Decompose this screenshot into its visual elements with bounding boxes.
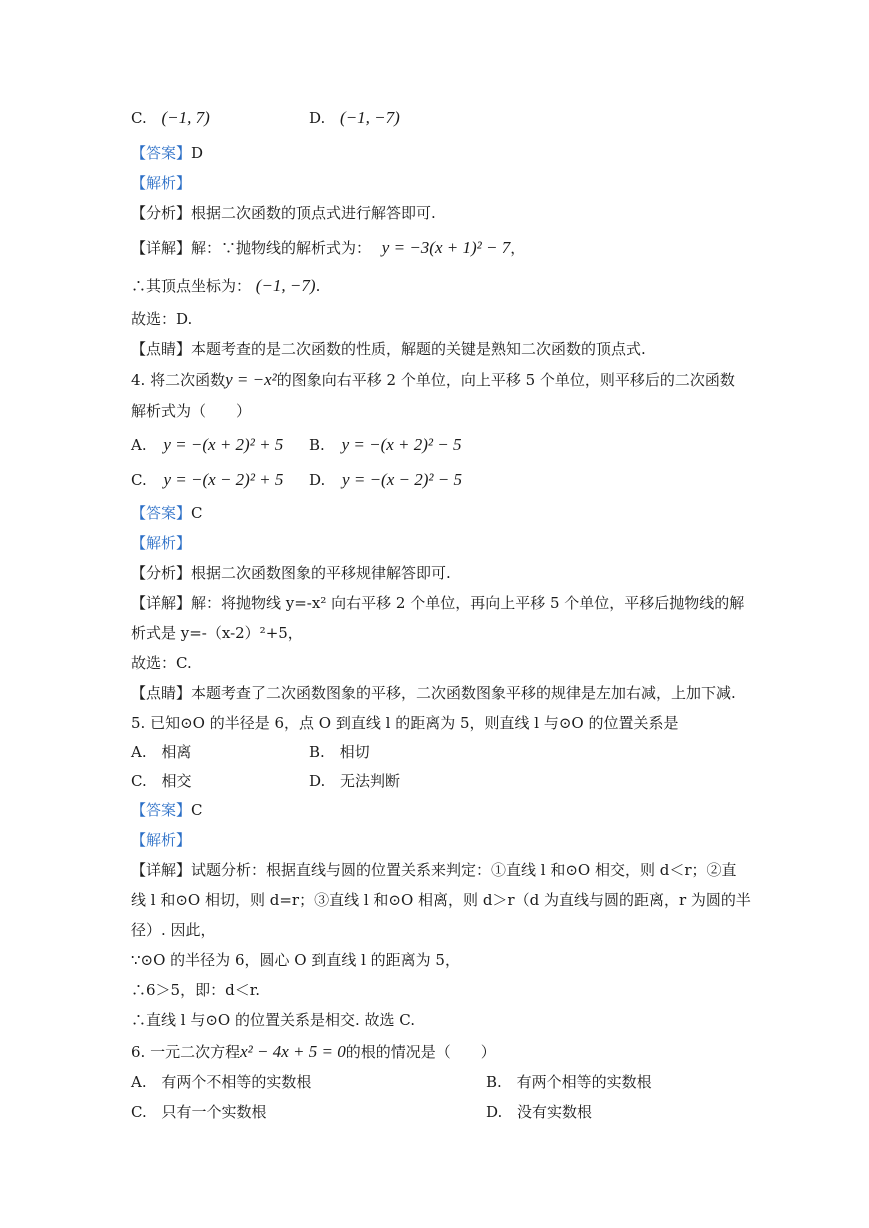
option-label: A. (131, 436, 147, 454)
q3-option-d (309, 108, 400, 128)
answer-tag: 【答案】 (131, 504, 192, 522)
q3-choose: 故选：D. (131, 310, 193, 328)
q4-option-a (131, 435, 283, 455)
option-label: D. (486, 1103, 503, 1121)
xiangjie-suffix: ， (510, 239, 526, 257)
q4-dianjing: 【点睛】本题考查了二次函数图象的平移，二次函数图象平移的规律是左加右减，上加下减. (131, 684, 736, 702)
answer-value: C (191, 504, 203, 522)
q5-xiangjie-3: 径）. 因此， (131, 921, 216, 939)
option-math: y = −(x − 2)² + 5 (163, 470, 284, 489)
xiangjie-prefix: 【详解】解：∵抛物线的解析式为： (131, 239, 372, 257)
option-label: B. (309, 743, 325, 761)
q4-answer (131, 503, 203, 523)
option-text: 没有实数根 (517, 1103, 593, 1121)
option-text: 相交 (161, 772, 192, 790)
q4-xiangjie-1: 【详解】解：将抛物线 y=-x² 向右平移 2 个单位，再向上平移 5 个单位，平移后抛物线的解 (131, 594, 745, 612)
option-label: C. (131, 1103, 147, 1121)
xiangjie-math: y = −3(x + 1)² − 7 (381, 238, 511, 257)
q5-xiangjie-1: 【详解】试题分析：根据直线与圆的位置关系来判定：①直线 l 和⊙O 相交，则 d＜r；②直 (131, 861, 737, 879)
q4-option-d (309, 470, 462, 490)
option-text: 只有一个实数根 (161, 1103, 267, 1121)
option-label: D. (309, 772, 326, 790)
q5-option-b (309, 742, 370, 762)
option-label: A. (131, 743, 147, 761)
q5-step-3: ∴直线 l 与⊙O 的位置关系是相交. 故选 C. (131, 1011, 415, 1029)
stem-suffix: 的根的情况是（ ） (345, 1043, 496, 1061)
q5-analysis-tag: 【解析】 (131, 831, 192, 849)
q6-option-d (486, 1102, 592, 1122)
q3-option-c (131, 108, 210, 128)
stem-prefix: 6. 一元二次方程 (131, 1043, 241, 1061)
q3-fenxi: 【分析】根据二次函数的顶点式进行解答即可. (131, 204, 436, 222)
q4-stem-line2: 解析式为（ ） (131, 402, 252, 420)
q3-xiangjie (131, 238, 525, 258)
option-math: (−1, 7) (161, 108, 210, 127)
q3-analysis-tag: 【解析】 (131, 174, 192, 192)
q4-stem (131, 370, 735, 390)
q6-stem (131, 1042, 496, 1062)
q5-answer (131, 800, 203, 820)
option-label: C. (131, 471, 147, 489)
option-label: D. (309, 471, 326, 489)
option-math: y = −(x + 2)² − 5 (341, 435, 462, 454)
answer-tag: 【答案】 (131, 144, 192, 162)
q4-choose: 故选：C. (131, 654, 192, 672)
option-math: (−1, −7) (340, 108, 400, 127)
q5-option-a (131, 742, 191, 762)
option-label: D. (309, 109, 326, 127)
q4-analysis-tag: 【解析】 (131, 534, 192, 552)
option-math: y = −(x − 2)² − 5 (342, 470, 462, 489)
option-label: C. (131, 772, 147, 790)
q5-option-d (309, 771, 400, 791)
q3-dianjing: 【点睛】本题考查的是二次函数的性质，解题的关键是熟知二次函数的顶点式. (131, 340, 646, 358)
option-text: 相离 (161, 743, 192, 761)
option-text: 相切 (339, 743, 370, 761)
vertex-suffix: . (315, 277, 321, 295)
q5-xiangjie-2: 线 l 和⊙O 相切，则 d=r；③直线 l 和⊙O 相离，则 d＞r（d 为直线与圆的距离，r 为圆的半 (131, 891, 751, 909)
q6-option-c (131, 1102, 267, 1122)
option-text: 有两个相等的实数根 (516, 1073, 652, 1091)
q4-xiangjie-2: 析式是 y=-（x-2）²+5， (131, 624, 303, 642)
q5-stem: 5. 已知⊙O 的半径是 6，点 O 到直线 l 的距离为 5，则直线 l 与⊙O 的位置关系是 (131, 714, 679, 732)
stem-math: y = −x² (225, 370, 277, 389)
answer-value: C (191, 801, 203, 819)
q6-option-b (486, 1072, 652, 1092)
q5-step-2: ∴6＞5，即：d＜r. (131, 981, 260, 999)
q6-option-a (131, 1072, 311, 1092)
answer-value: D (191, 144, 204, 162)
stem-suffix: 的图象向右平移 2 个单位，向上平移 5 个单位，则平移后的二次函数 (276, 371, 735, 389)
option-label: B. (309, 436, 325, 454)
stem-prefix: 4. 将二次函数 (131, 371, 226, 389)
stem-math: x² − 4x + 5 = 0 (240, 1042, 346, 1061)
answer-tag: 【答案】 (131, 801, 192, 819)
option-text: 有两个不相等的实数根 (161, 1073, 312, 1091)
q5-step-1: ∵⊙O 的半径为 6，圆心 O 到直线 l 的距离为 5， (131, 951, 460, 969)
option-label: B. (486, 1073, 502, 1091)
q4-option-b (309, 435, 461, 455)
option-label: C. (131, 109, 147, 127)
option-label: A. (131, 1073, 147, 1091)
q5-option-c (131, 771, 192, 791)
vertex-prefix: ∴其顶点坐标为： (131, 277, 252, 295)
option-math: y = −(x + 2)² + 5 (163, 435, 284, 454)
vertex-math: (−1, −7) (255, 276, 316, 295)
q3-answer (131, 143, 203, 163)
q4-fenxi: 【分析】根据二次函数图象的平移规律解答即可. (131, 564, 451, 582)
q4-option-c (131, 470, 283, 490)
q3-vertex (131, 276, 320, 296)
option-text: 无法判断 (340, 772, 401, 790)
